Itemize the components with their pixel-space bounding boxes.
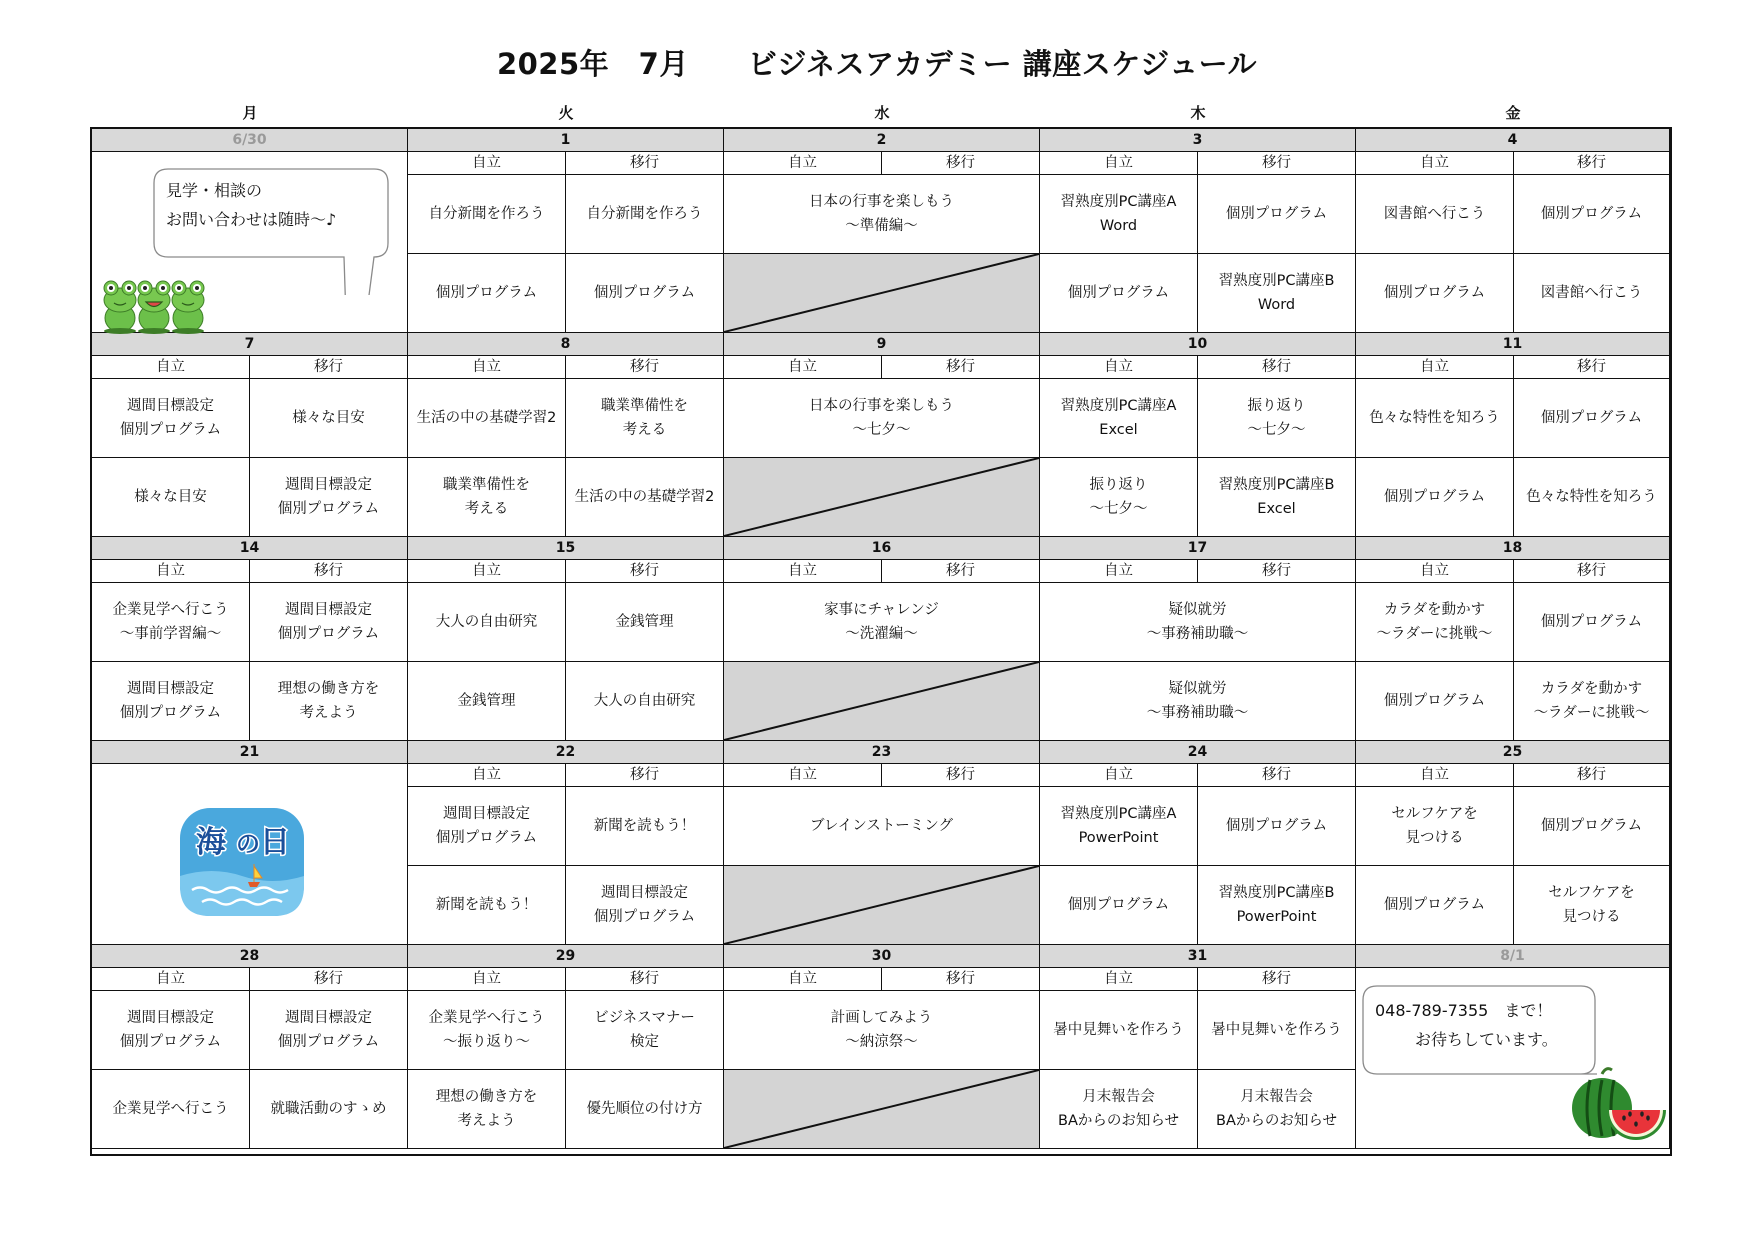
cell-line: 理想の働き方を bbox=[277, 681, 380, 697]
date-header: 31 bbox=[1040, 945, 1356, 968]
session-jiritsu-pm bbox=[92, 1070, 250, 1149]
cell-line: カラダを動かす bbox=[1540, 681, 1643, 697]
session-jiritsu-pm bbox=[1040, 458, 1198, 537]
cell-line: 振り返り bbox=[1089, 477, 1148, 493]
jiritsu-label: 自立 bbox=[92, 968, 250, 991]
session-ikou-am bbox=[566, 583, 724, 662]
ikou-label: 移行 bbox=[1198, 356, 1356, 379]
jiritsu-label: 自立 bbox=[1356, 560, 1514, 583]
session-jiritsu-am bbox=[1356, 787, 1514, 866]
date-header: 11 bbox=[1356, 333, 1670, 356]
cell-line: PowerPoint bbox=[1236, 909, 1317, 925]
bubble-line: 見学・相談の bbox=[166, 181, 263, 200]
session-ikou-pm bbox=[250, 1070, 408, 1149]
jiritsu-label: 自立 bbox=[1040, 356, 1198, 379]
jiritsu-label: 自立 bbox=[1040, 764, 1198, 787]
jiritsu-label: 自立 bbox=[724, 560, 882, 583]
date-header: 17 bbox=[1040, 537, 1356, 560]
cell-line: 個別プログラム bbox=[119, 422, 222, 438]
umi-no-hi-icon bbox=[178, 806, 306, 918]
ikou-label: 移行 bbox=[1198, 968, 1356, 991]
cell-line: 自分新聞を作ろう bbox=[586, 206, 703, 222]
session-ikou-am bbox=[1198, 379, 1356, 458]
weekday-label: 金 bbox=[1505, 104, 1521, 122]
session-jiritsu-am bbox=[408, 583, 566, 662]
cell-line: Word bbox=[1099, 218, 1138, 234]
bubble-line: お待ちしています。 bbox=[1415, 1030, 1558, 1049]
cell-line: 企業見学へ行こう bbox=[428, 1010, 545, 1026]
diagonal-slash bbox=[724, 254, 1039, 332]
date-header: 22 bbox=[408, 741, 724, 764]
session-jiritsu-pm bbox=[92, 662, 250, 741]
cell-line: 生活の中の基礎学習2 bbox=[416, 410, 557, 426]
session-ikou-am bbox=[566, 175, 724, 254]
no-session-cell bbox=[724, 1070, 1040, 1149]
session-ikou-am bbox=[1514, 379, 1670, 458]
cell-line: 習熟度別PC講座B bbox=[1218, 885, 1335, 901]
cell-line: 色々な特性を知ろう bbox=[1526, 489, 1657, 505]
session-ikou-pm bbox=[566, 866, 724, 945]
jiritsu-label: 自立 bbox=[92, 356, 250, 379]
cell-line: 個別プログラム bbox=[277, 1034, 380, 1050]
cell-line: 金銭管理 bbox=[615, 614, 674, 630]
cell-line: 図書館へ行こう bbox=[1383, 206, 1486, 222]
session-ikou-pm bbox=[1514, 458, 1670, 537]
session-ikou-am bbox=[566, 379, 724, 458]
session-ikou-pm bbox=[250, 662, 408, 741]
session-ikou-pm bbox=[1514, 662, 1670, 741]
session-ikou-pm bbox=[1198, 458, 1356, 537]
session-cell-am bbox=[724, 991, 1040, 1070]
cell-line: Excel bbox=[1099, 422, 1138, 438]
cell-line: 職業準備性を bbox=[443, 477, 530, 493]
cell-line: ～ラダーに挑戦～ bbox=[1376, 626, 1493, 642]
session-ikou-pm bbox=[250, 458, 408, 537]
date-header: 4 bbox=[1356, 129, 1670, 152]
date-header: 10 bbox=[1040, 333, 1356, 356]
date-header: 29 bbox=[408, 945, 724, 968]
session-jiritsu-pm bbox=[1356, 662, 1514, 741]
cell-line: 金銭管理 bbox=[457, 693, 516, 709]
session-ikou-pm bbox=[1198, 866, 1356, 945]
session-jiritsu-pm bbox=[1356, 458, 1514, 537]
cell-line: 個別プログラム bbox=[1383, 489, 1486, 505]
cell-line: 個別プログラム bbox=[1067, 897, 1170, 913]
session-cell-am bbox=[724, 787, 1040, 866]
session-ikou-pm bbox=[1198, 254, 1356, 333]
session-ikou-am bbox=[250, 379, 408, 458]
cell-line: 企業見学へ行こう bbox=[112, 1101, 229, 1117]
session-jiritsu-am bbox=[408, 175, 566, 254]
cell-line: 週間目標設定 bbox=[285, 1010, 372, 1026]
diagonal-slash bbox=[724, 1070, 1039, 1148]
jiritsu-label: 自立 bbox=[1356, 152, 1514, 175]
cell-line: BAからのお知らせ bbox=[1058, 1113, 1179, 1129]
cell-line: 週間目標設定 bbox=[443, 806, 530, 822]
session-ikou-pm bbox=[1198, 1070, 1356, 1149]
ikou-label: 移行 bbox=[566, 356, 724, 379]
cell-line: 個別プログラム bbox=[435, 285, 538, 301]
session-ikou-am bbox=[1198, 175, 1356, 254]
weekday-label: 火 bbox=[558, 104, 574, 122]
cell-line: 色々な特性を知ろう bbox=[1369, 410, 1500, 426]
session-cell-am bbox=[724, 583, 1040, 662]
jiritsu-label: 自立 bbox=[724, 764, 882, 787]
cell-line: 計画してみよう bbox=[830, 1010, 933, 1026]
jiritsu-label: 自立 bbox=[408, 560, 566, 583]
no-session-cell bbox=[724, 662, 1040, 741]
session-jiritsu-pm bbox=[408, 458, 566, 537]
date-header: 15 bbox=[408, 537, 724, 560]
date-header: 2 bbox=[724, 129, 1040, 152]
date-header: 24 bbox=[1040, 741, 1356, 764]
date-header: 9 bbox=[724, 333, 1040, 356]
ikou-label: 移行 bbox=[882, 356, 1040, 379]
session-jiritsu-pm bbox=[408, 254, 566, 333]
date-header: 8 bbox=[408, 333, 724, 356]
diagonal-slash bbox=[724, 866, 1039, 944]
cell-line: 習熟度別PC講座A bbox=[1060, 194, 1177, 210]
cell-line: 個別プログラム bbox=[435, 830, 538, 846]
cell-line: 週間目標設定 bbox=[285, 477, 372, 493]
ikou-label: 移行 bbox=[566, 152, 724, 175]
session-ikou-am bbox=[1514, 787, 1670, 866]
ikou-label: 移行 bbox=[1198, 560, 1356, 583]
cell-line: 暑中見舞いを作ろう bbox=[1053, 1022, 1184, 1038]
session-ikou-am bbox=[1514, 583, 1670, 662]
cell-line: 月末報告会 bbox=[1082, 1089, 1155, 1105]
cell-line: 個別プログラム bbox=[1540, 410, 1643, 426]
cell-line: 企業見学へ行こう bbox=[112, 602, 229, 618]
diagonal-slash bbox=[724, 458, 1039, 536]
cell-line: 優先順位の付け方 bbox=[586, 1101, 703, 1117]
inquiry-bubble-text bbox=[166, 176, 336, 234]
date-header: 21 bbox=[92, 741, 408, 764]
cell-line: ビジネスマナー bbox=[594, 1010, 695, 1026]
ikou-label: 移行 bbox=[1514, 152, 1670, 175]
cell-line: ～事務補助職～ bbox=[1146, 705, 1249, 721]
page-title: 2025年 7月 ビジネスアカデミー 講座スケジュール bbox=[496, 47, 1258, 81]
date-header: 6/30 bbox=[92, 129, 408, 152]
cell-line: 週間目標設定 bbox=[127, 1010, 214, 1026]
ikou-label: 移行 bbox=[882, 764, 1040, 787]
ikou-label: 移行 bbox=[566, 764, 724, 787]
cell-line: 見つける bbox=[1562, 909, 1621, 925]
cell-line: 個別プログラム bbox=[1383, 897, 1486, 913]
cell-line: 週間目標設定 bbox=[127, 681, 214, 697]
session-ikou-am bbox=[1514, 175, 1670, 254]
session-ikou-pm bbox=[566, 458, 724, 537]
watermelon-icon bbox=[1572, 1064, 1668, 1150]
cell-line: ～事前学習編～ bbox=[119, 626, 222, 642]
session-jiritsu-pm bbox=[1356, 254, 1514, 333]
session-jiritsu-pm bbox=[92, 458, 250, 537]
cell-line: 個別プログラム bbox=[593, 909, 696, 925]
cell-line: 週間目標設定 bbox=[285, 602, 372, 618]
contact-bubble-text bbox=[1375, 996, 1558, 1054]
session-jiritsu-pm bbox=[408, 1070, 566, 1149]
session-ikou-pm bbox=[566, 254, 724, 333]
cell-line: セルフケアを bbox=[1548, 885, 1635, 901]
cell-line: ～振り返り～ bbox=[443, 1034, 530, 1050]
cell-line: ～七夕～ bbox=[852, 422, 911, 438]
session-ikou-am bbox=[566, 787, 724, 866]
cell-line: 週間目標設定 bbox=[601, 885, 688, 901]
cell-line: 職業準備性を bbox=[601, 398, 688, 414]
cell-line: ～事務補助職～ bbox=[1146, 626, 1249, 642]
cell-line: 日本の行事を楽しもう bbox=[809, 398, 954, 414]
ikou-label: 移行 bbox=[1514, 764, 1670, 787]
session-jiritsu-am bbox=[408, 787, 566, 866]
date-header: 1 bbox=[408, 129, 724, 152]
umi-no-hi-glyph: 日 bbox=[260, 825, 290, 860]
jiritsu-label: 自立 bbox=[1356, 764, 1514, 787]
jiritsu-label: 自立 bbox=[92, 560, 250, 583]
ikou-label: 移行 bbox=[250, 968, 408, 991]
cell-line: 様々な目安 bbox=[292, 410, 365, 426]
weekday-label: 水 bbox=[874, 104, 890, 122]
session-jiritsu-pm bbox=[1040, 866, 1198, 945]
cell-line: 自分新聞を作ろう bbox=[428, 206, 545, 222]
jiritsu-label: 自立 bbox=[1040, 968, 1198, 991]
session-jiritsu-pm bbox=[1040, 1070, 1198, 1149]
cell-line: 考えよう bbox=[299, 705, 358, 721]
cell-line: 考える bbox=[622, 422, 667, 438]
ikou-label: 移行 bbox=[566, 968, 724, 991]
no-session-cell bbox=[724, 458, 1040, 537]
cell-line: 個別プログラム bbox=[277, 626, 380, 642]
cell-line: 個別プログラム bbox=[1225, 206, 1328, 222]
cell-line: 考えよう bbox=[457, 1113, 516, 1129]
ikou-label: 移行 bbox=[250, 356, 408, 379]
cell-line: 個別プログラム bbox=[1225, 818, 1328, 834]
bubble-line: お問い合わせは随時～♪ bbox=[166, 210, 337, 229]
weekday-label: 木 bbox=[1190, 104, 1206, 122]
jiritsu-label: 自立 bbox=[408, 764, 566, 787]
session-jiritsu-am bbox=[92, 991, 250, 1070]
cell-line: 習熟度別PC講座A bbox=[1060, 806, 1177, 822]
session-jiritsu-pm bbox=[408, 866, 566, 945]
cell-line: 疑似就労 bbox=[1168, 602, 1227, 618]
session-jiritsu-am bbox=[1356, 583, 1514, 662]
session-ikou-pm bbox=[566, 662, 724, 741]
ikou-label: 移行 bbox=[1198, 152, 1356, 175]
ikou-label: 移行 bbox=[882, 968, 1040, 991]
cell-line: 個別プログラム bbox=[1383, 285, 1486, 301]
cell-line: 月末報告会 bbox=[1240, 1089, 1313, 1105]
session-ikou-am bbox=[250, 583, 408, 662]
session-cell-am bbox=[1040, 583, 1356, 662]
session-jiritsu-pm bbox=[1040, 254, 1198, 333]
ikou-label: 移行 bbox=[882, 152, 1040, 175]
jiritsu-label: 自立 bbox=[724, 356, 882, 379]
cell-line: 振り返り bbox=[1247, 398, 1306, 414]
cell-line: 個別プログラム bbox=[1540, 614, 1643, 630]
ikou-label: 移行 bbox=[1514, 356, 1670, 379]
cell-line: ブレインストーミング bbox=[810, 818, 953, 834]
cell-line: Excel bbox=[1257, 501, 1296, 517]
jiritsu-label: 自立 bbox=[1040, 152, 1198, 175]
cell-line: 個別プログラム bbox=[277, 501, 380, 517]
date-header: 18 bbox=[1356, 537, 1670, 560]
session-jiritsu-am bbox=[1040, 175, 1198, 254]
cell-line: ～洗濯編～ bbox=[845, 626, 918, 642]
cell-line: 理想の働き方を bbox=[435, 1089, 538, 1105]
jiritsu-label: 自立 bbox=[408, 968, 566, 991]
session-jiritsu-am bbox=[1040, 787, 1198, 866]
jiritsu-label: 自立 bbox=[1040, 560, 1198, 583]
cell-line: 個別プログラム bbox=[119, 1034, 222, 1050]
cell-line: 家事にチャレンジ bbox=[824, 602, 939, 618]
jiritsu-label: 自立 bbox=[408, 152, 566, 175]
cell-line: 習熟度別PC講座B bbox=[1218, 477, 1335, 493]
cell-line: BAからのお知らせ bbox=[1216, 1113, 1337, 1129]
cell-line: 新聞を読もう！ bbox=[593, 818, 696, 834]
bubble-line: 048-789-7355 まで！ bbox=[1375, 1001, 1553, 1020]
date-header: 23 bbox=[724, 741, 1040, 764]
cell-line: カラダを動かす bbox=[1383, 602, 1486, 618]
cell-line: 大人の自由研究 bbox=[435, 614, 538, 630]
date-header: 8/1 bbox=[1356, 945, 1670, 968]
cell-line: 習熟度別PC講座B bbox=[1218, 273, 1335, 289]
jiritsu-label: 自立 bbox=[724, 968, 882, 991]
date-header: 16 bbox=[724, 537, 1040, 560]
session-jiritsu-am bbox=[92, 379, 250, 458]
cell-line: 個別プログラム bbox=[593, 285, 696, 301]
diagonal-slash bbox=[724, 662, 1039, 740]
session-jiritsu-pm bbox=[1356, 866, 1514, 945]
session-jiritsu-am bbox=[1356, 379, 1514, 458]
cell-line: 就職活動のすゝめ bbox=[270, 1101, 387, 1117]
cell-line: ～七夕～ bbox=[1089, 501, 1148, 517]
ikou-label: 移行 bbox=[882, 560, 1040, 583]
session-jiritsu-am bbox=[408, 991, 566, 1070]
cell-line: 考える bbox=[464, 501, 509, 517]
session-ikou-pm bbox=[566, 1070, 724, 1149]
jiritsu-label: 自立 bbox=[408, 356, 566, 379]
cell-line: セルフケアを bbox=[1391, 806, 1478, 822]
session-ikou-am bbox=[566, 991, 724, 1070]
cell-line: 週間目標設定 bbox=[127, 398, 214, 414]
session-jiritsu-pm bbox=[408, 662, 566, 741]
cell-line: 図書館へ行こう bbox=[1540, 285, 1643, 301]
session-jiritsu-am bbox=[1040, 991, 1198, 1070]
cell-line: 個別プログラム bbox=[1540, 818, 1643, 834]
session-ikou-pm bbox=[1514, 254, 1670, 333]
cell-line: 見つける bbox=[1405, 830, 1464, 846]
session-jiritsu-am bbox=[92, 583, 250, 662]
cell-line: 疑似就労 bbox=[1168, 681, 1227, 697]
ikou-label: 移行 bbox=[1198, 764, 1356, 787]
session-ikou-am bbox=[1198, 991, 1356, 1070]
session-ikou-pm bbox=[1514, 866, 1670, 945]
cell-line: 個別プログラム bbox=[1383, 693, 1486, 709]
jiritsu-label: 自立 bbox=[724, 152, 882, 175]
cell-line: 暑中見舞いを作ろう bbox=[1211, 1022, 1342, 1038]
cell-line: ～七夕～ bbox=[1247, 422, 1306, 438]
session-jiritsu-am bbox=[408, 379, 566, 458]
umi-no-hi-glyph: の bbox=[236, 830, 260, 858]
ikou-label: 移行 bbox=[1514, 560, 1670, 583]
date-header: 28 bbox=[92, 945, 408, 968]
cell-line: 様々な目安 bbox=[134, 489, 207, 505]
session-ikou-am bbox=[1198, 787, 1356, 866]
cell-line: ～準備編～ bbox=[845, 218, 918, 234]
session-cell-am bbox=[724, 379, 1040, 458]
date-header: 30 bbox=[724, 945, 1040, 968]
cell-line: 習熟度別PC講座A bbox=[1060, 398, 1177, 414]
session-ikou-am bbox=[250, 991, 408, 1070]
session-cell-am bbox=[724, 175, 1040, 254]
weekday-label: 月 bbox=[242, 104, 258, 122]
date-header: 14 bbox=[92, 537, 408, 560]
cell-line: Word bbox=[1257, 297, 1296, 313]
jiritsu-label: 自立 bbox=[1356, 356, 1514, 379]
cell-line: 個別プログラム bbox=[119, 705, 222, 721]
cell-line: 個別プログラム bbox=[1067, 285, 1170, 301]
date-header: 7 bbox=[92, 333, 408, 356]
ikou-label: 移行 bbox=[250, 560, 408, 583]
cell-line: PowerPoint bbox=[1078, 830, 1159, 846]
umi-no-hi-glyph: 海 bbox=[196, 825, 226, 860]
cell-line: ～納涼祭～ bbox=[845, 1034, 918, 1050]
frogs-icon bbox=[102, 278, 212, 334]
no-session-cell bbox=[724, 254, 1040, 333]
session-jiritsu-am bbox=[1356, 175, 1514, 254]
cell-line: 大人の自由研究 bbox=[593, 693, 696, 709]
session-cell-pm bbox=[1040, 662, 1356, 741]
no-session-cell bbox=[724, 866, 1040, 945]
ikou-label: 移行 bbox=[566, 560, 724, 583]
cell-line: 生活の中の基礎学習2 bbox=[574, 489, 715, 505]
date-header: 25 bbox=[1356, 741, 1670, 764]
cell-line: 新聞を読もう！ bbox=[435, 897, 538, 913]
cell-line: ～ラダーに挑戦～ bbox=[1533, 705, 1650, 721]
session-jiritsu-am bbox=[1040, 379, 1198, 458]
date-header: 3 bbox=[1040, 129, 1356, 152]
cell-line: 個別プログラム bbox=[1540, 206, 1643, 222]
cell-line: 検定 bbox=[630, 1034, 659, 1050]
cell-line: 日本の行事を楽しもう bbox=[809, 194, 954, 210]
